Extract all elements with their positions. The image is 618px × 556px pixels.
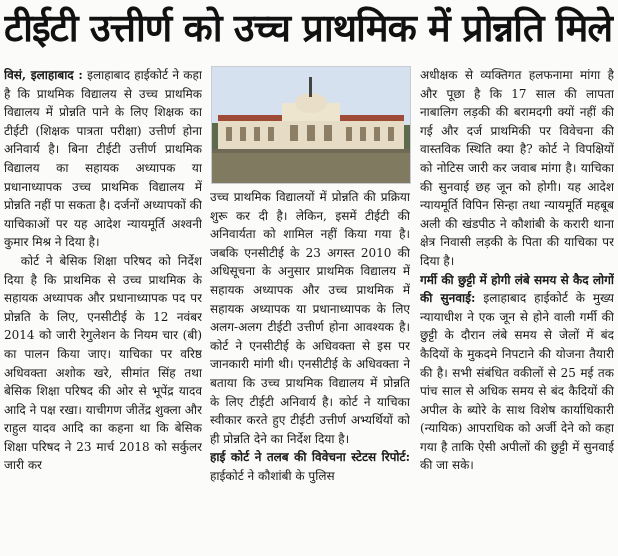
column-3 [420,66,614,556]
headline: टीईटी उत्तीर्ण को उच्च प्राथमिक में प्रोन्नति मिले [4,6,613,50]
paragraph-text: हाईकोर्ट ने कौशांबी के पुलिस [210,468,335,483]
building-illustration [212,67,410,183]
paragraph: कोर्ट ने बेसिक शिक्षा परिषद को निर्देश दिया है कि प्राथमिक से उच्च प्राथमिक के सहायक अध्यापक और प्रधानाध्यापक पद पर प्रोन्नति के लिए, एनसीटीई के 12 नवंबर 2014 को जारी रेगुलेशन के नियम चार (बी) का पालन किया जाए। याचिका पर वरिष्ठ अधिवक्ता अशोक खरे, सीमांत सिंह तथा बेसिक शिक्षा परिषद की ओर से भूपेंद्र यादव आदि ने पक्ष रखा। याचीगण जीतेंद्र शुक्ला और राहुल यादव आदि का कहना था कि बेसिक शिक्षा परिषद ने 23 मार्च 2018 को सर्कुलर जारी कर [4,253,202,473]
subheading: हाई कोर्ट ने तलब की विवेचना स्टेटस रिपोर्ट: [210,450,410,465]
paragraph [420,271,614,476]
high-court-building-photo [211,66,411,184]
column-2 [210,188,410,556]
paragraph-text: इलाहाबाद हाईकोर्ट ने कहा है कि प्राथमिक विद्यालय से उच्च प्राथमिक विद्यालय में प्रोन्नति पाने के लिए शिक्षक का टीईटी (शिक्षक पात्रता परीक्षा) उत्तीर्ण होना अनिवार्य है। बिना टीईटी उत्तीर्ण प्राथमिक विद्यालय का सहायक अध्यापक या प्रधानाध्यापक उच्च प्राथमिक विद्यालय में प्रोन्नति नहीं पा सकता है। दर्जनों अध्यापकों की याचिकाओं पर यह आदेश न्यायमूर्ति अश्वनी कुमार मिश्र ने दिया है। [4,68,202,250]
paragraph [210,448,410,485]
paragraph: उच्च प्राथमिक विद्यालयों में प्रोन्नति की प्रक्रिया शुरू कर दी है। लेकिन, इसमें टीईटी की अनिवार्यता को शामिल नहीं किया गया है। जबकि एनसीटीई के 23 अगस्त 2010 की अधिसूचना के अनुसार प्राथमिक विद्यालय में सहायक अध्यापक और उच्च प्राथमिक में सहायक अध्यापक या प्रधानाध्यापक के लिए अलग-अलग टीईटी उत्तीर्ण होना आवश्यक है। कोर्ट ने एनसीटीई के अधिवक्ता से इस पर जानकारी मांगी थी। एनसीटीई के अधिवक्ता ने बताया कि उच्च प्राथमिक विद्यालय में प्रोन्नति के लिए टीईटी अनिवार्य है। कोर्ट ने याचिका स्वीकार करते हुए टीईटी उत्तीर्ण अभ्यर्थियों को ही प्रोन्नति देने का निर्देश दिया है। [210,190,410,446]
paragraph [4,66,202,252]
column-1 [4,66,202,556]
paragraph-text: इलाहाबाद हाईकोर्ट के मुख्य न्यायाधीश ने एक जून से होने वाली गर्मी की छुट्टी के दौरान लंबे समय से जेलों में बंद कैदियों के मुकदमे निपटाने की योजना तैयारी की है। सभी संबंधित वकीलों से 25 मई तक पांच साल से अधिक समय से बंद कैदियों की अपील के ब्योरे के साथ विशेष कार्याधिकारी (न्यायिक) आपराधिक को अर्जी देने को कहा गया है ताकि ऐसी अपीलों की छुट्टी में सुनवाई की जा सके। [420,291,614,473]
paragraph: अधीक्षक से व्यक्तिगत हलफनामा मांगा है और पूछा है कि 17 साल की लापता नाबालिग लड़की की बरामदगी क्यों नहीं की गई और दर्ज प्राथमिकी पर विवेचना की वास्तविक स्थिति क्या है? कोर्ट ने विपक्षियों को नोटिस जारी कर जवाब मांगा है। याचिका की सुनवाई छह जून को होगी। यह आदेश न्यायमूर्ति विपिन सिन्हा तथा न्यायमूर्ति महबूब अली की खंडपीठ ने कौशांबी के करारी थाना क्षेत्र निवासी लड़की के पिता की याचिका पर दिया है। [420,68,614,268]
subheading: गर्मी की छुट्टी में होगी लंबे समय से कैद लोगों की सुनवाई: [420,272,614,306]
dateline: विसं, इलाहाबाद : [4,68,83,82]
